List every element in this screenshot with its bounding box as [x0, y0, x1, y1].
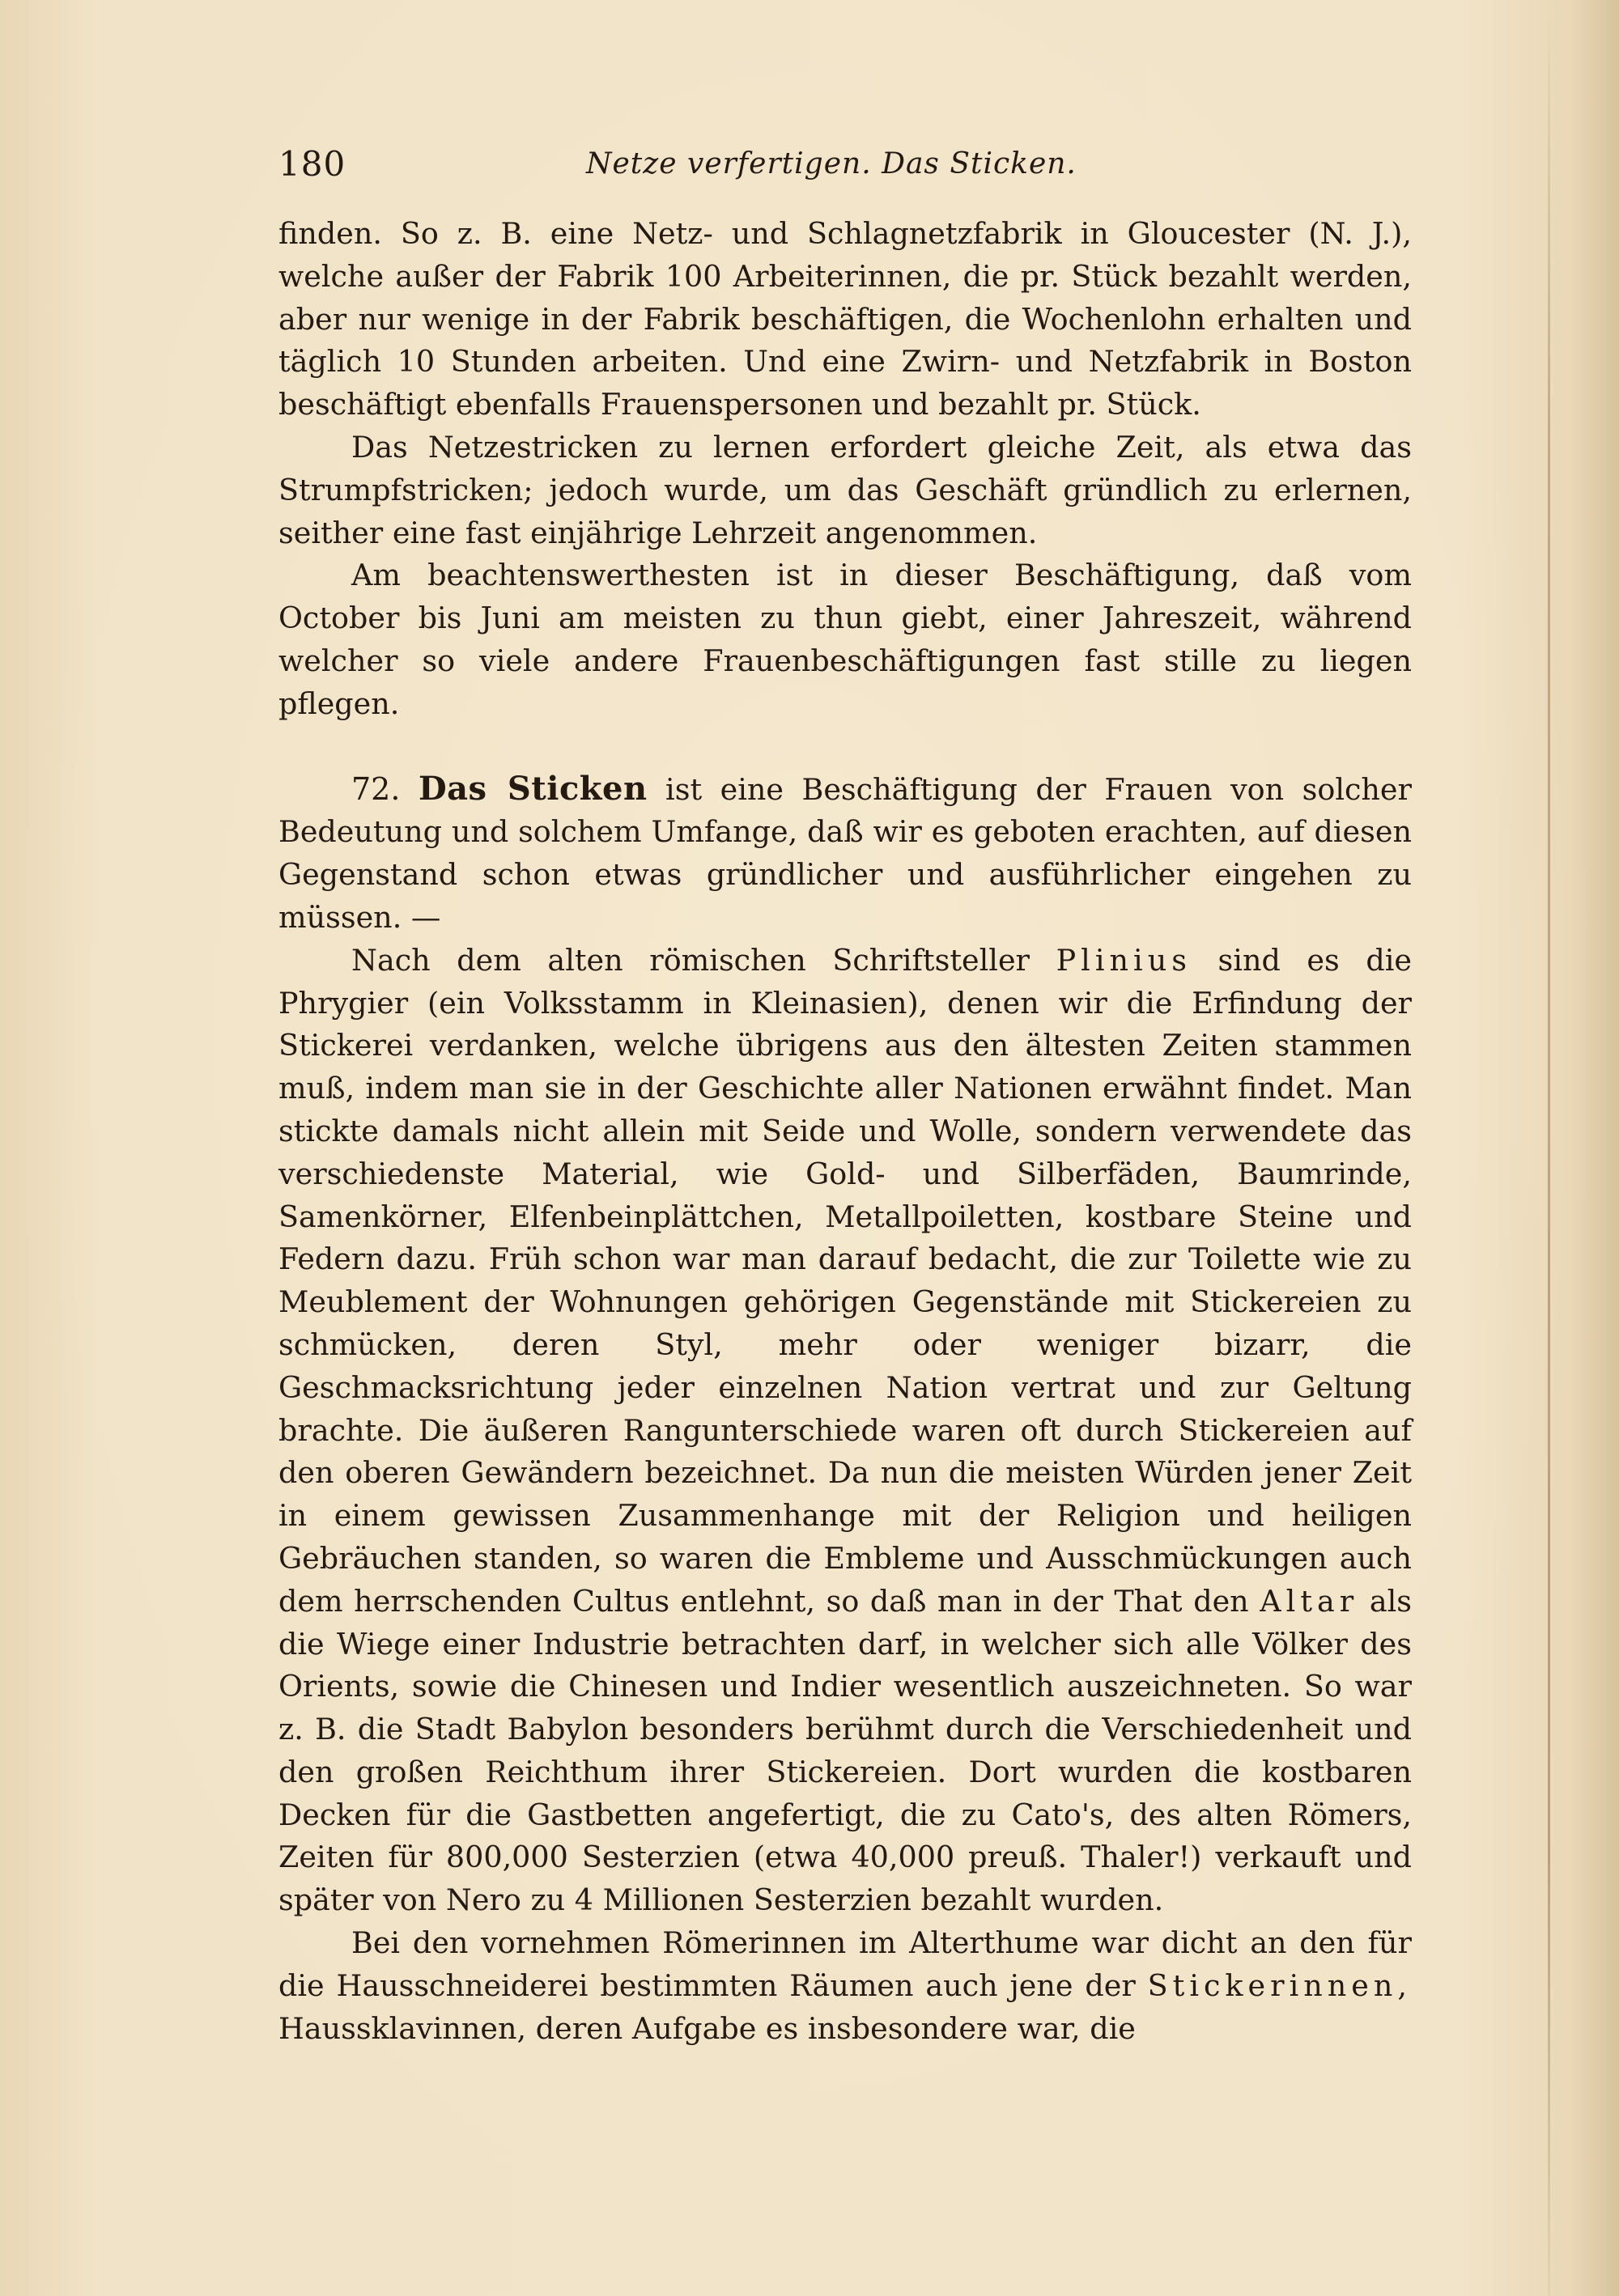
paragraph-history [278, 940, 1412, 1922]
paragraph-netzestricken: Das Netzestricken zu lernen erfordert gleiche Zeit, als etwa das Strumpfstricken; jedoch wurde, um das Geschäft gründlich zu erlernen, seither eine fast einjährige Lehrzeit angenommen. [278, 429, 1412, 550]
body-text [278, 213, 1412, 2050]
emphasis-stickerinnen: Stickerinnen, [1147, 1967, 1412, 2003]
page-edge-line [1548, 0, 1550, 2296]
roman-text-end: Haussklavinnen, deren Aufgabe es insbesondere war, die [278, 2010, 1136, 2046]
roman-text-start: Bei den vornehmen Römerinnen im Alterthume war dicht an den für die Hausschneiderei bestimmten Räumen auch jene der [278, 1925, 1412, 2003]
paragraph-roman-women [278, 1922, 1412, 2050]
section-72-lead [278, 768, 1412, 940]
history-text-end: als die Wiege einer Industrie betrachten darf, in welcher sich alle Völker des Orients, sowie die Chinesen und Indier wesentlich auszeichneten. So war z. B. die Stadt Babylon besonders berühmt durch die Verschiedenheit und den großen Reichthum ihrer Stickereien. Dort wurden die kostbaren Decken für die Gastbetten angefertigt, die zu Cato's, des alten Römers, Zeiten für 800,000 Sesterzien (etwa 40,000 preuß. Thaler!) verkauft und später von Nero zu 4 Millionen Sesterzien bezahlt wurden. [278, 1583, 1412, 1918]
page-header [278, 144, 1412, 193]
section-number: 72. [351, 770, 401, 807]
emphasis-plinius: Plinius [1056, 942, 1192, 978]
section-lead-text: ist eine Beschäftigung der Frauen von solcher Bedeutung und solchem Umfange, daß wir es geboten erachten, auf diesen Gegenstand schon etwas gründlicher und ausführlicher eingehen zu müssen. — [278, 771, 1412, 935]
emphasis-altar: Altar [1260, 1583, 1359, 1619]
page-number: 180 [278, 144, 346, 184]
paragraph-season: Am beachtenswerthesten ist in dieser Beschäftigung, daß vom October bis Juni am meisten zu thun giebt, einer Jahreszeit, während welcher so viele andere Frauenbeschäftigungen fast stille zu liegen pflegen. [278, 558, 1412, 721]
history-text-start: Nach dem alten römischen Schriftsteller [351, 942, 1030, 978]
running-title: Netze verfertigen. Das Sticken. [586, 147, 1077, 180]
paragraph-continuation: finden. So z. B. eine Netz- und Schlagnetzfabrik in Gloucester (N. J.), welche außer der Fabrik 100 Arbeiterinnen, die pr. Stück bezahlt werden, aber nur wenige in der Fabrik beschäftigen, die Wochenlohn erhalten und täglich 10 Stunden arbeiten. Und eine Zwirn- und Netzfabrik in Boston beschäftigt ebenfalls Frauenspersonen und bezahlt pr. Stück. [278, 216, 1412, 422]
page-edge-shadow [1570, 0, 1619, 2296]
section-heading: Das Sticken [418, 769, 648, 808]
history-text-middle: sind es die Phrygier (ein Volksstamm in Kleinasien), denen wir die Erfindung der Stickerei verdanken, welche übrigens aus den ältesten Zeiten stammen muß, indem man sie in der Geschichte aller Nationen erwähnt findet. Man stickte damals nicht allein mit Seide und Wolle, sondern verwendete das verschiedenste Material, wie Gold- und Silberfäden, Baumrinde, Samenkörner, Elfenbeinplättchen, Metallpoiletten, kostbare Steine und Federn dazu. Früh schon war man darauf bedacht, die zur Toilette wie zu Meublement der Wohnungen gehörigen Gegenstände mit Stickereien zu schmücken, deren Styl, mehr oder weniger bizarr, die Geschmacksrichtung jeder einzelnen Nation vertrat und zur Geltung brachte. Die äußeren Rangunterschiede waren oft durch Stickereien auf den oberen Gewändern bezeichnet. Da nun die meisten Würden jener Zeit in einem gewissen Zusammenhange mit der Religion und heiligen Gebräuchen standen, so waren die Embleme und Ausschmückungen auch dem herrschenden Cultus entlehnt, so daß man in der That den [278, 942, 1412, 1619]
